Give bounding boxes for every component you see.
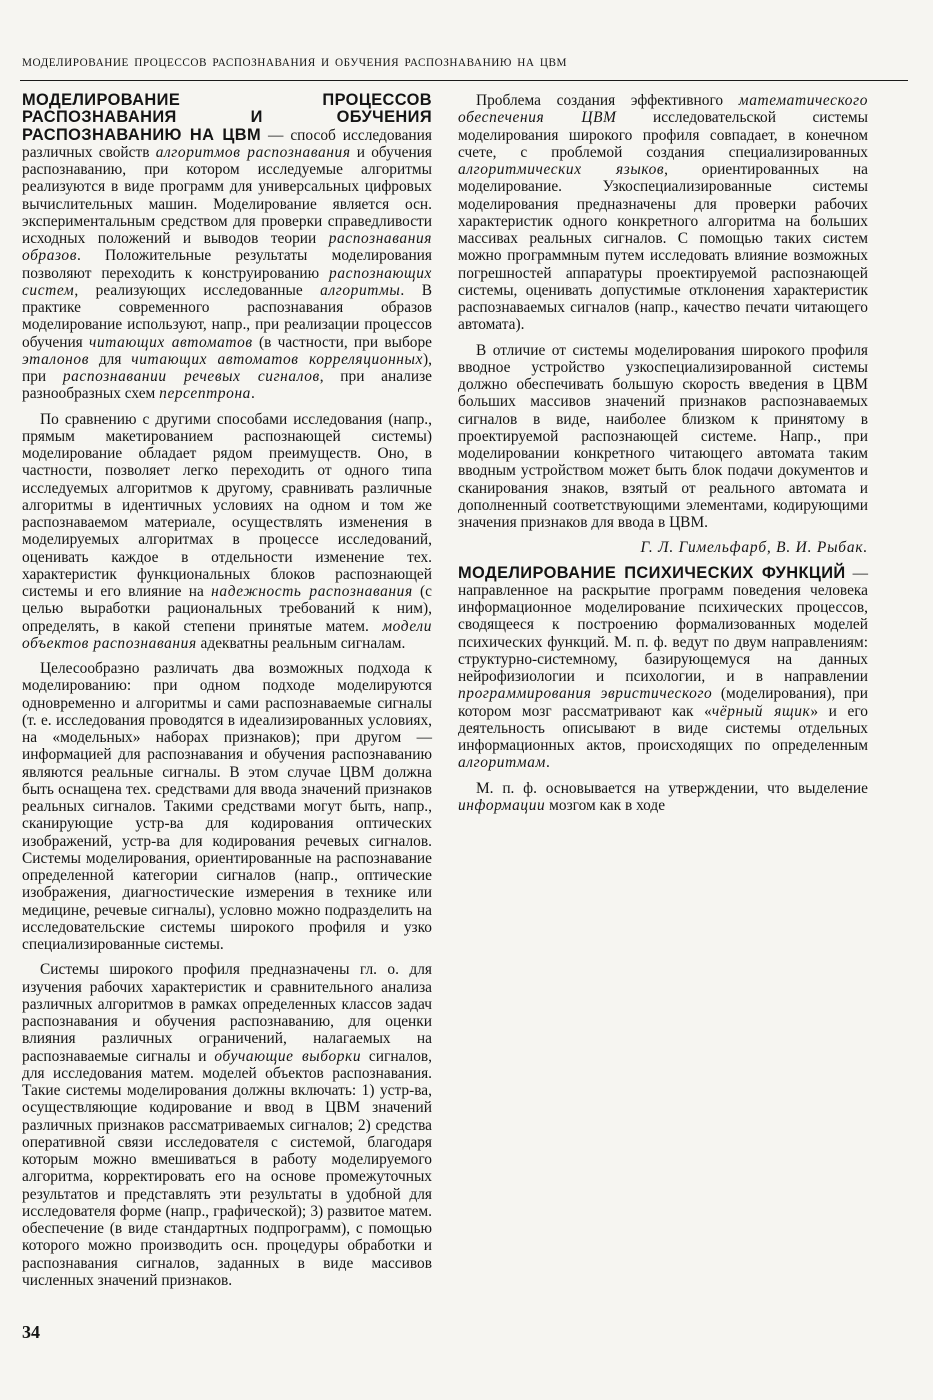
term-link[interactable]: распознавания образов — [22, 230, 432, 265]
term-link[interactable]: алгоритмы — [320, 281, 401, 299]
term-link[interactable]: чёрный ящик — [711, 702, 811, 720]
entry1-paragraph-6: В отличие от системы моделирования широкого профиля вводное устройство узкоспециализированной системы должно обеспечивать большую скорость введения в ЦВМ больших массивов значений признаков распознаваемых сигналов в виде, наиболее близком к принятому в проектируемой распознающей системе. Напр., при моделировании конкретного читающего автомата таким вводным устройством может быть блок подачи документов и сканирования знаков, взятый от реального автомата и дополненный соответствующими элементами, кодирующими значения признаков для ввода в ЦВМ. — [458, 341, 868, 531]
term-link[interactable]: алгоритмических языков — [458, 161, 665, 178]
entry1-paragraph-2: По сравнению с другими способами исследования (напр., прямым макетированием распознающей системы) моделирование обладает рядом преимуществ. Оно, в частности, позволяет легко переходить от одного типа исследуемых алгоритмов к другому, сравнивать различные алгоритмы в идентичных условиях на одном и том же распознаваемом материале, осуществлять изменения в моделируемых алгоритмах в процессе исследований, оценивать каждое в отдельности изменение тех. характеристик функциональных блоков распознающей системы и его влияние на надежность распознавания (с целью выработки рациональных требований к ним), определять, в какой степени принятые матем. модели объектов распознавания адекватны реальным сигналам. — [22, 410, 432, 652]
entry1-paragraph-3: Целесообразно различать два возможных подхода к моделированию: при одном подходе моделируются одновременно и алгоритмы и сами распознаваемые сигналы (т. е. исследования проводятся в идеализированных условиях, на «модельных» наборах признаков); при другом — информацией для распознавания и обучения распознаванию являются реальные сигналы. В этом случае ЦВМ должна быть оснащена тех. средствами для ввода значений признаков реальных сигналов. Такими средствами могут быть, напр., сканирующие устр-ва для кодирования оптических изображений, устр-ва для кодирования речевых сигналов. Системы моделирования, ориентированные на распознавание определенной категории сигналов (напр., оптические изображения, диагностические измерения в технике или медицине, речевые сигналы), условно можно подразделить на исследовательские системы широкого профиля и узко специализированные системы. — [22, 660, 432, 953]
entry1-paragraph-5: Проблема создания эффективного математического обеспечения ЦВМ исследовательской системы моделирования широкого профиля совпадает, в конечном счете, с проблемой создания специализированных алгоритмических языков, ориентированных на моделирование. Узкоспециализированные системы моделирования предназначены для проверки рабочих характеристик одного конкретного алгоритма на больших массивах реальных сигналов. С помощью таких систем можно программным путем исследовать влияние возможных погрешностей аппаратуры проектируемой распознающей системы, оценивать допустимые отклонения характеристик распознаваемых сигналов (напр., качество печати читающего автомата). — [458, 92, 869, 334]
term-link[interactable]: распознавании речевых сигналов — [62, 368, 320, 385]
term-link[interactable]: модели объектов распознавания — [22, 617, 432, 652]
term-link[interactable]: надежность распознавания — [211, 583, 413, 600]
entry1-paragraph-4: Системы широкого профиля предназначены гл. о. для изучения рабочих характеристик и сравнительного анализа различных алгоритмов в рамках определенных классов задач распознавания и обучения распознаванию, для оценки влияния различных ограничений, налагаемых на распознаваемые сигналы и обучающие выборки сигналов, для исследования матем. моделей объектов распознавания. Такие системы моделирования должны включать: 1) устр-ва, осуществляющие кодирование и ввод в ЦВМ значений различных признаков рассматриваемых сигналов; 2) средства оперативной связи исследователя с системой, благодаря которым можно вмешиваться в работу моделируемого алгоритма, корректировать его на основе промежуточных результатов и представлять эти результаты в удобной для исследователя форме (напр., графической); 3) развитое матем. обеспечение (в виде стандартных подпрограмм), с помощью которого можно производить осн. процедуры обработки и распознавания сигналов, заданных в виде массивов численных значений признаков. — [22, 961, 433, 1289]
term-link[interactable]: программирования эвристического — [458, 685, 713, 703]
term-link[interactable]: математического обеспечения ЦВМ — [458, 92, 868, 127]
entry1-paragraph-1: МОДЕЛИРОВАНИЕ ПРОЦЕССОВ РАСПОЗНАВАНИЯ И ОБУЧЕНИЯ РАСПОЗНАВАНИЮ НА ЦВМ — способ исследования различных свойств алгоритмов распознавания и обучения распознаванию, при котором исследуемые алгоритмы реализуются в виде программ для универсальных цифровых вычислительных машин. Моделирование является осн. экспериментальным средством для проверки справедливости исходных положений и выводов теории распознавания образов. Положительные результаты моделирования позволяют переходить к конструированию распознающих систем, реализующих исследованные алгоритмы. В практике современного распознавания образов моделирование используют, напр., при реализации процессов обучения читающих автоматов (в частности, при выборе эталонов для читающих автоматов корреляционных), при распознавании речевых сигналов, при анализе разнообразных схем персептрона. — [22, 91, 432, 403]
term-link[interactable]: читающих автоматов — [89, 333, 253, 351]
term-link[interactable]: алгоритмам — [458, 754, 546, 772]
term-link[interactable]: персептрона — [159, 385, 251, 403]
term-link[interactable]: алгоритмов распознавания — [155, 143, 351, 161]
term-link[interactable]: информации — [458, 796, 546, 814]
term-link[interactable]: обучающие выборки — [214, 1047, 362, 1065]
entry2-paragraph-1: МОДЕЛИРОВАНИЕ ПСИХИЧЕСКИХ ФУНКЦИЙ — направленное на раскрытие программ поведения человека информационное моделирование психических процессов, сводящееся к построению формализованных моделей психических функций. М. п. ф. ведут по двум направлениям: структурно-системному, базирующемуся на данных нейрофизиологии и психологии, и в направлении программирования эвристического (моделирования), при котором мозг рассматривают как «чёрный ящик» и его деятельность описывают в виде системы отдельных информационных актов, происходящих по определенным алгоритмам. — [458, 563, 868, 772]
entry1-author-signature: Г. Л. Гимельфарб, В. И. Рыбак. — [640, 539, 868, 557]
term-link[interactable]: читающих автоматов корреляционных — [131, 350, 423, 368]
entry2-paragraph-2: М. п. ф. основывается на утверждении, что выделение информации мозгом как в ходе — [458, 779, 868, 814]
header-rule — [20, 80, 908, 81]
entry2-headword: МОДЕЛИРОВАНИЕ ПСИХИЧЕСКИХ ФУНКЦИЙ — [458, 563, 846, 582]
term-link[interactable]: эталонов — [22, 350, 89, 368]
right-column — [458, 92, 868, 822]
entry1-headword: МОДЕЛИРОВАНИЕ ПРОЦЕССОВ РАСПОЗНАВАНИЯ И ОБУЧЕНИЯ РАСПОЗНАВАНИЮ НА ЦВМ — [22, 91, 432, 144]
term-link[interactable]: распознающих систем — [22, 264, 432, 299]
page-number: 34 — [22, 1322, 40, 1342]
left-column — [22, 92, 432, 1297]
running-head: МОДЕЛИРОВАНИЕ ПРОЦЕССОВ РАСПОЗНАВАНИЯ И ОБУЧЕНИЯ РАСПОЗНАВАНИЮ НА ЦВМ — [22, 57, 567, 69]
